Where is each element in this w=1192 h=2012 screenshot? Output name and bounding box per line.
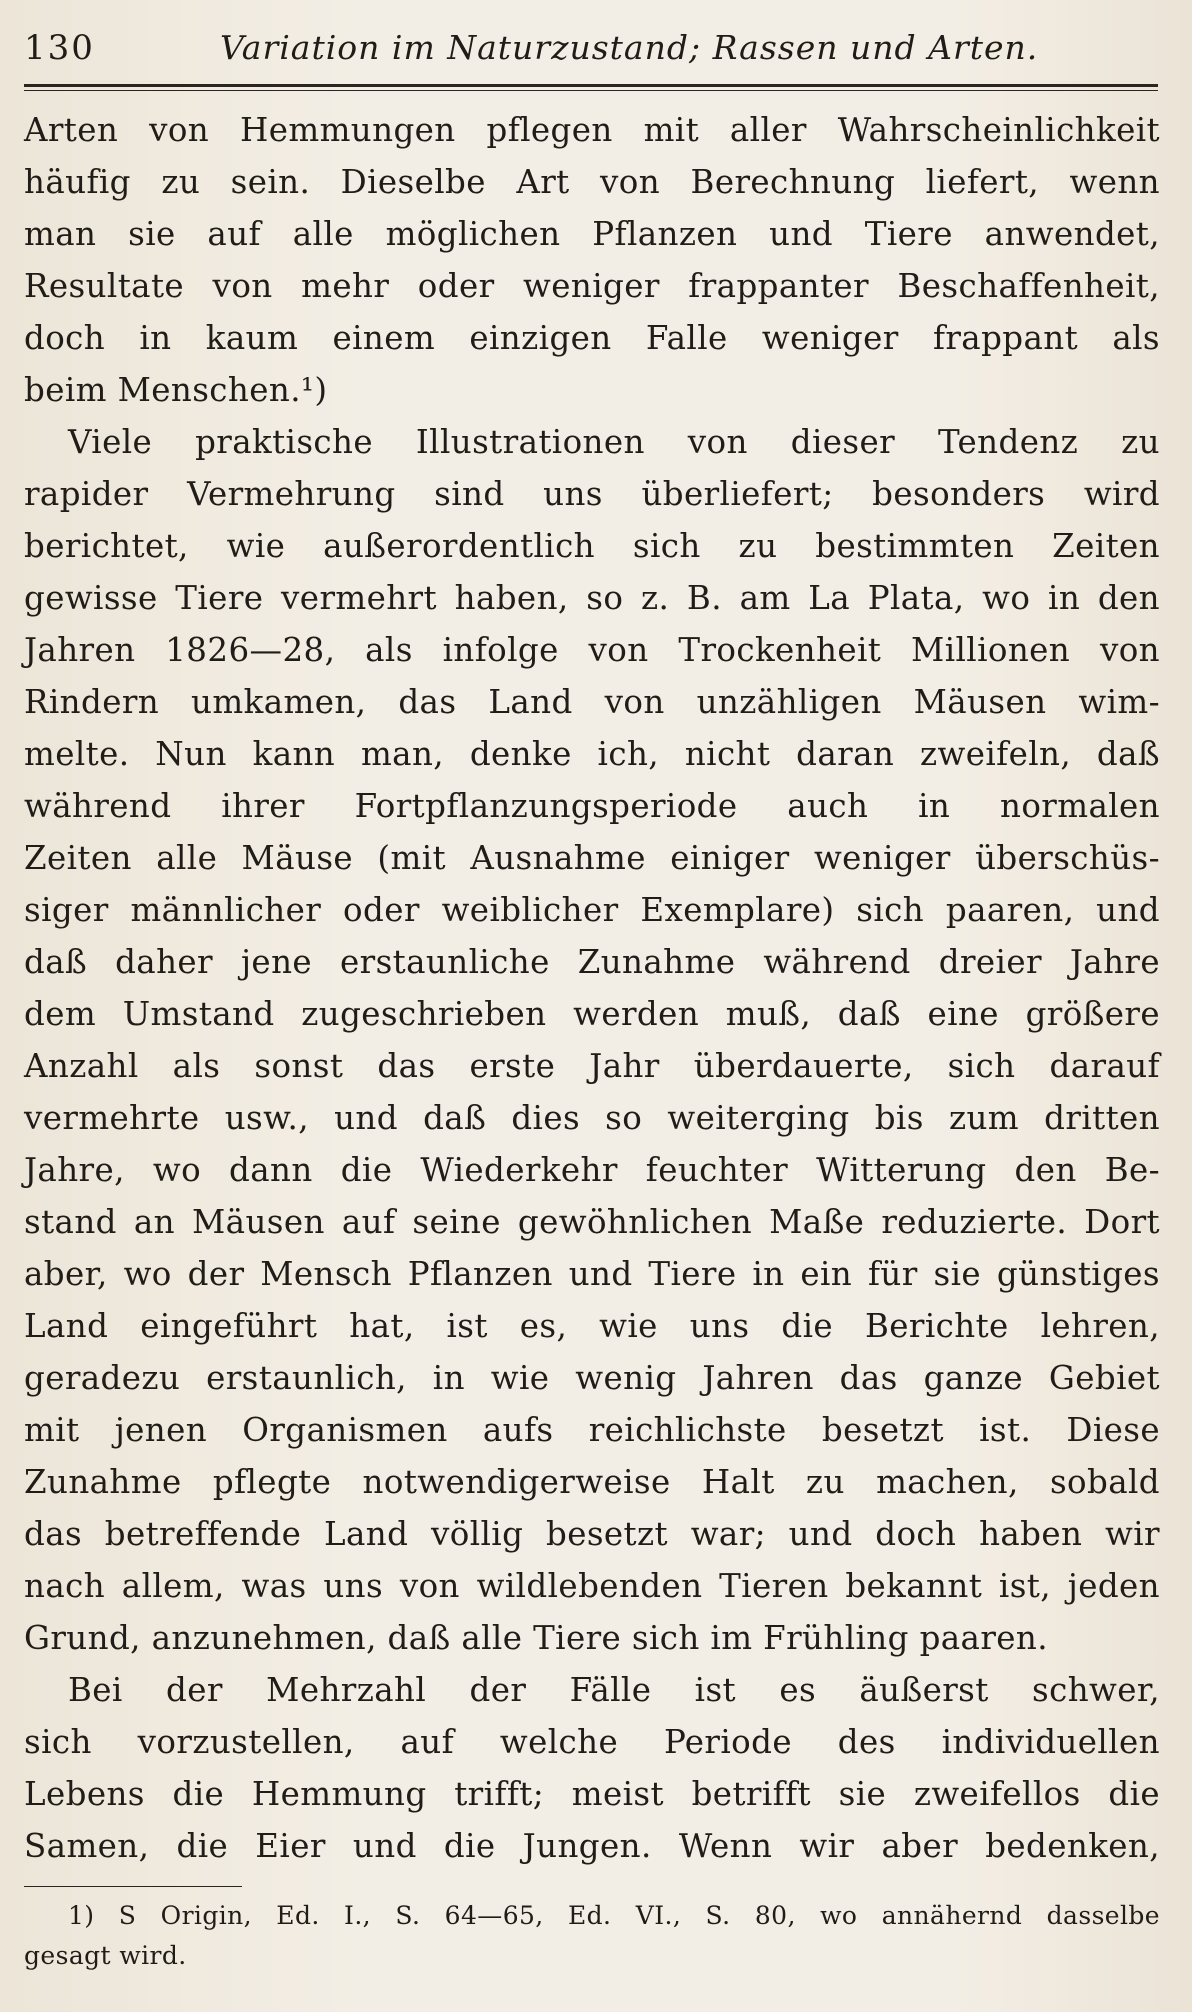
body-text xyxy=(24,104,1160,1872)
text-line: Viele praktische Illustrationen von dieser Tendenz zu xyxy=(68,423,1160,461)
text-line: geradezu erstaunlich, in wie wenig Jahren das ganze Gebiet xyxy=(24,1359,1160,1397)
text-line: doch in kaum einem einzigen Falle weniger frappant als xyxy=(24,319,1160,357)
text-line: Resultate von mehr oder weniger frappanter Beschaffenheit, xyxy=(24,267,1160,305)
text-line: beim Menschen.¹) xyxy=(24,371,328,409)
text-line: man sie auf alle möglichen Pflanzen und Tiere anwendet, xyxy=(24,215,1160,253)
text-line: Arten von Hemmungen pflegen mit aller Wahrscheinlichkeit xyxy=(24,111,1160,149)
text-line: nach allem, was uns von wildlebenden Tieren bekannt ist, jeden xyxy=(24,1567,1160,1605)
text-line: während ihrer Fortpflanzungsperiode auch in normalen xyxy=(24,787,1160,825)
text-line: Bei der Mehrzahl der Fälle ist es äußerst schwer, xyxy=(68,1671,1160,1709)
text-line: das betreffende Land völlig besetzt war; und doch haben wir xyxy=(24,1515,1160,1553)
text-line: mit jenen Organismen aufs reichlichste besetzt ist. Diese xyxy=(24,1411,1160,1449)
text-line: häufig zu sein. Dieselbe Art von Berechnung liefert, wenn xyxy=(24,163,1160,201)
text-line: stand an Mäusen auf seine gewöhnlichen Maße reduzierte. Dort xyxy=(24,1203,1160,1241)
footnote-line: gesagt wird. xyxy=(24,1941,187,1970)
text-line: Jahren 1826—28, als infolge von Trockenheit Millionen von xyxy=(24,631,1160,669)
text-line: Rindern umkamen, das Land von unzähligen Mäusen wim- xyxy=(24,683,1160,721)
text-line: aber, wo der Mensch Pflanzen und Tiere in ein für sie günstiges xyxy=(24,1255,1160,1293)
text-line: sich vorzustellen, auf welche Periode des individuellen xyxy=(24,1723,1160,1761)
text-line: Zunahme pflegte notwendigerweise Halt zu machen, sobald xyxy=(24,1463,1160,1501)
text-line: Samen, die Eier und die Jungen. Wenn wir aber bedenken, xyxy=(24,1827,1160,1865)
footnote-line: 1) S Origin, Ed. I., S. 64—65, Ed. VI., S. 80, wo annähernd dasselbe xyxy=(68,1901,1160,1930)
text-line: Jahre, wo dann die Wiederkehr feuchter Witterung den Be- xyxy=(24,1151,1160,1189)
header-rule xyxy=(24,84,1158,87)
text-line: melte. Nun kann man, denke ich, nicht daran zweifeln, daß xyxy=(24,735,1160,773)
page-header xyxy=(24,28,1168,68)
footnote-rule xyxy=(24,1886,242,1887)
text-line: Lebens die Hemmung trifft; meist betrifft sie zweifellos die xyxy=(24,1775,1160,1813)
text-line: daß daher jene erstaunliche Zunahme während dreier Jahre xyxy=(24,943,1160,981)
text-line: berichtet, wie außerordentlich sich zu bestimmten Zeiten xyxy=(24,527,1160,565)
text-line: Anzahl als sonst das erste Jahr überdauerte, sich darauf xyxy=(24,1047,1160,1085)
text-line: siger männlicher oder weiblicher Exemplare) sich paaren, und xyxy=(24,891,1160,929)
text-line: Land eingeführt hat, ist es, wie uns die Berichte lehren, xyxy=(24,1307,1160,1345)
text-line: dem Umstand zugeschrieben werden muß, daß eine größere xyxy=(24,995,1160,1033)
running-head: Variation im Naturzustand; Rassen und Arten. xyxy=(220,28,1039,67)
text-line: gewisse Tiere vermehrt haben, so z. B. am La Plata, wo in den xyxy=(24,579,1160,617)
text-line: Grund, anzunehmen, daß alle Tiere sich im Frühling paaren. xyxy=(24,1619,1048,1657)
text-line: Zeiten alle Mäuse (mit Ausnahme einiger weniger überschüs- xyxy=(24,839,1160,877)
text-line: vermehrte usw., und daß dies so weiterging bis zum dritten xyxy=(24,1099,1160,1137)
text-line: rapider Vermehrung sind uns überliefert; besonders wird xyxy=(24,475,1160,513)
header-rule-thin xyxy=(24,90,1158,91)
footnote xyxy=(24,1896,1160,1976)
page-number: 130 xyxy=(24,28,95,68)
